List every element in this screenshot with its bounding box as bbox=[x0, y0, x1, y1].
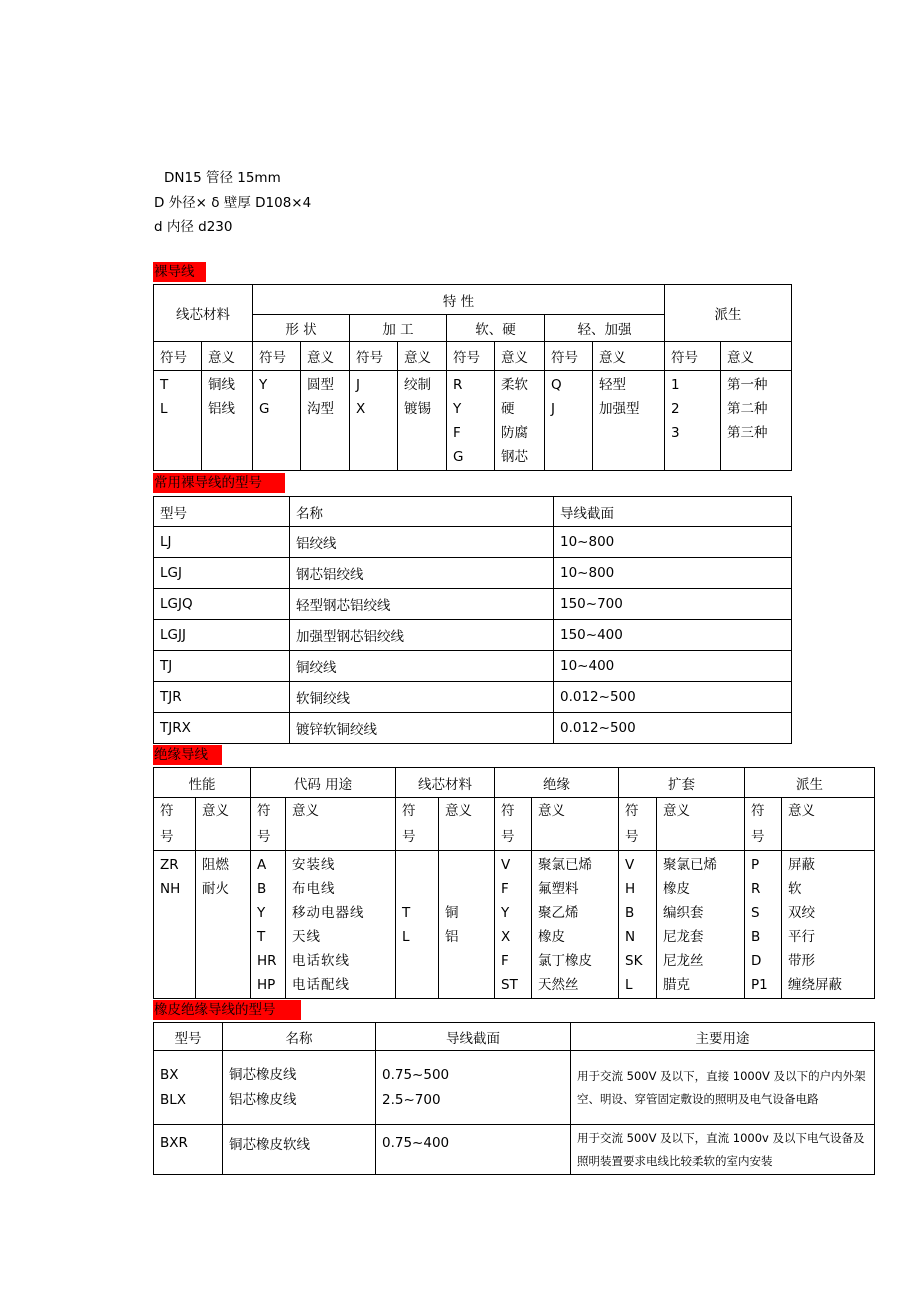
ins-sym: 符 号 bbox=[396, 798, 439, 851]
cell-name: 钢芯铝绞线 bbox=[290, 558, 554, 589]
common-heading: 常用裸导线的型号 bbox=[153, 473, 285, 493]
ins-der-mean: 屏蔽 软 双绞 平行 带形 缠绕屏蔽 bbox=[782, 851, 875, 999]
rubber-header-use: 主要用途 bbox=[571, 1023, 875, 1051]
cell-name: 镀锌软铜绞线 bbox=[290, 713, 554, 744]
ins-h-core: 线芯材料 bbox=[396, 768, 495, 798]
insulated-heading: 绝缘导线 bbox=[153, 745, 222, 765]
bare-meaning: 意义 bbox=[721, 342, 792, 371]
table-row bbox=[154, 713, 792, 744]
bare-shape-sym: Y G bbox=[253, 371, 301, 471]
cell-model: LGJJ bbox=[154, 620, 290, 651]
ins-h-sheath: 扩套 bbox=[619, 768, 745, 798]
common-header-name: 名称 bbox=[290, 497, 554, 527]
cell-name: 加强型钢芯铝绞线 bbox=[290, 620, 554, 651]
bare-h-feature: 特 性 bbox=[253, 285, 665, 315]
cell-name: 铝绞线 bbox=[290, 527, 554, 558]
rubber-header-area: 导线截面 bbox=[376, 1023, 571, 1051]
cell-model: LGJ bbox=[154, 558, 290, 589]
cell-model: LJ bbox=[154, 527, 290, 558]
bare-soft-mean: 柔软 硬 防腐 钢芯 bbox=[495, 371, 545, 471]
bare-light-sym: Q J bbox=[545, 371, 593, 471]
cell-area: 10~800 bbox=[554, 558, 792, 589]
table-row bbox=[154, 558, 792, 589]
bare-sym: 符号 bbox=[154, 342, 202, 371]
ins-der-sym: P R S B D P1 bbox=[745, 851, 782, 999]
bare-light-mean: 轻型 加强型 bbox=[593, 371, 665, 471]
cell-use: 用于交流 500V 及以下，直流 1000v 及以下电气设备及照明装置要求电线比较柔软的室内安装 bbox=[571, 1125, 875, 1175]
bare-sym: 符号 bbox=[350, 342, 398, 371]
ins-meaning: 意义 bbox=[196, 798, 251, 851]
table-row bbox=[154, 682, 792, 713]
bare-h-process: 加 工 bbox=[350, 315, 447, 342]
intro-line-1: DN15 管径 15mm bbox=[164, 170, 281, 186]
rubber-header-model: 型号 bbox=[154, 1023, 223, 1051]
ins-sym: 符 号 bbox=[619, 798, 657, 851]
ins-meaning: 意义 bbox=[657, 798, 745, 851]
cell-area: 0.012~500 bbox=[554, 713, 792, 744]
table-row bbox=[154, 620, 792, 651]
ins-h-perf: 性能 bbox=[154, 768, 251, 798]
common-header-area: 导线截面 bbox=[554, 497, 792, 527]
bare-meaning: 意义 bbox=[495, 342, 545, 371]
bare-meaning: 意义 bbox=[398, 342, 447, 371]
bare-sym: 符号 bbox=[253, 342, 301, 371]
rubber-heading: 橡皮绝缘导线的型号 bbox=[153, 1000, 301, 1020]
bare-meaning: 意义 bbox=[593, 342, 665, 371]
ins-sym: 符 号 bbox=[154, 798, 196, 851]
ins-sym: 符 号 bbox=[251, 798, 286, 851]
cell-area: 150~700 bbox=[554, 589, 792, 620]
ins-sheath-mean: 聚氯已烯 橡皮 编织套 尼龙套 尼龙丝 腊克 bbox=[657, 851, 745, 999]
ins-code-mean: 安装线 布电线 移动电器线 天线 电话软线 电话配线 bbox=[286, 851, 396, 999]
bare-heading: 裸导线 bbox=[153, 262, 206, 282]
cell-name: 软铜绞线 bbox=[290, 682, 554, 713]
ins-h-insul: 绝缘 bbox=[495, 768, 619, 798]
ins-perf-mean: 阻燃 耐火 bbox=[196, 851, 251, 999]
ins-insul-sym: V F Y X F ST bbox=[495, 851, 532, 999]
cell-area: 150~400 bbox=[554, 620, 792, 651]
bare-h-softhard: 软、硬 bbox=[447, 315, 545, 342]
cell-model: LGJQ bbox=[154, 589, 290, 620]
ins-perf-sym: ZR NH bbox=[154, 851, 196, 999]
bare-der-mean: 第一种 第二种 第三种 bbox=[721, 371, 792, 471]
bare-h-light: 轻、加强 bbox=[545, 315, 665, 342]
common-models-table bbox=[153, 496, 792, 744]
cell-area: 0.75~500 2.5~700 bbox=[376, 1051, 571, 1125]
cell-model: BXR bbox=[154, 1125, 223, 1175]
intro-line-3: d 内径 d230 bbox=[154, 219, 233, 235]
bare-conductor-table bbox=[153, 284, 792, 471]
table-row bbox=[154, 527, 792, 558]
bare-soft-sym: R Y F G bbox=[447, 371, 495, 471]
table-row bbox=[154, 589, 792, 620]
bare-h-material: 线芯材料 bbox=[154, 285, 253, 342]
bare-meaning: 意义 bbox=[202, 342, 253, 371]
insulated-conductor-table bbox=[153, 767, 875, 999]
rubber-header-name: 名称 bbox=[223, 1023, 376, 1051]
cell-model: TJ bbox=[154, 651, 290, 682]
bare-shape-mean: 圆型 沟型 bbox=[301, 371, 350, 471]
ins-sheath-sym: V H B N SK L bbox=[619, 851, 657, 999]
bare-h-derive: 派生 bbox=[665, 285, 792, 342]
common-header-model: 型号 bbox=[154, 497, 290, 527]
bare-sym: 符号 bbox=[545, 342, 593, 371]
ins-h-derive: 派生 bbox=[745, 768, 875, 798]
cell-area: 10~800 bbox=[554, 527, 792, 558]
bare-mat-mean: 铜线 铝线 bbox=[202, 371, 253, 471]
ins-code-sym: A B Y T HR HP bbox=[251, 851, 286, 999]
bare-der-sym: 1 2 3 bbox=[665, 371, 721, 471]
cell-name: 铜绞线 bbox=[290, 651, 554, 682]
bare-mat-sym: T L bbox=[154, 371, 202, 471]
bare-sym: 符号 bbox=[665, 342, 721, 371]
cell-model: TJR bbox=[154, 682, 290, 713]
cell-use: 用于交流 500V 及以下，直接 1000V 及以下的户内外架空、明设、穿管固定敷设的照明及电气设备电路 bbox=[571, 1051, 875, 1125]
rubber-models-table bbox=[153, 1022, 875, 1175]
table-row bbox=[154, 1125, 875, 1175]
table-row bbox=[154, 1051, 875, 1125]
ins-h-code: 代码 用途 bbox=[251, 768, 396, 798]
bare-meaning: 意义 bbox=[301, 342, 350, 371]
ins-sym: 符 号 bbox=[745, 798, 782, 851]
cell-area: 10~400 bbox=[554, 651, 792, 682]
ins-meaning: 意义 bbox=[532, 798, 619, 851]
cell-area: 0.012~500 bbox=[554, 682, 792, 713]
ins-insul-mean: 聚氯已烯 氟塑料 聚乙烯 橡皮 氯丁橡皮 天然丝 bbox=[532, 851, 619, 999]
cell-name: 轻型钢芯铝绞线 bbox=[290, 589, 554, 620]
cell-area: 0.75~400 bbox=[376, 1125, 571, 1175]
bare-h-shape: 形 状 bbox=[253, 315, 350, 342]
ins-meaning: 意义 bbox=[286, 798, 396, 851]
ins-core-sym: T L bbox=[396, 851, 439, 999]
cell-name: 铜芯橡皮软线 bbox=[223, 1125, 376, 1175]
ins-core-mean: 铜 铝 bbox=[439, 851, 495, 999]
cell-name: 铜芯橡皮线 铝芯橡皮线 bbox=[223, 1051, 376, 1125]
cell-model: BX BLX bbox=[154, 1051, 223, 1125]
intro-line-2: D 外径× δ 壁厚 D108×4 bbox=[154, 195, 312, 211]
ins-sym: 符 号 bbox=[495, 798, 532, 851]
bare-proc-sym: J X bbox=[350, 371, 398, 471]
ins-meaning: 意义 bbox=[782, 798, 875, 851]
bare-proc-mean: 绞制 镀锡 bbox=[398, 371, 447, 471]
cell-model: TJRX bbox=[154, 713, 290, 744]
table-row bbox=[154, 651, 792, 682]
ins-meaning: 意义 bbox=[439, 798, 495, 851]
bare-sym: 符号 bbox=[447, 342, 495, 371]
